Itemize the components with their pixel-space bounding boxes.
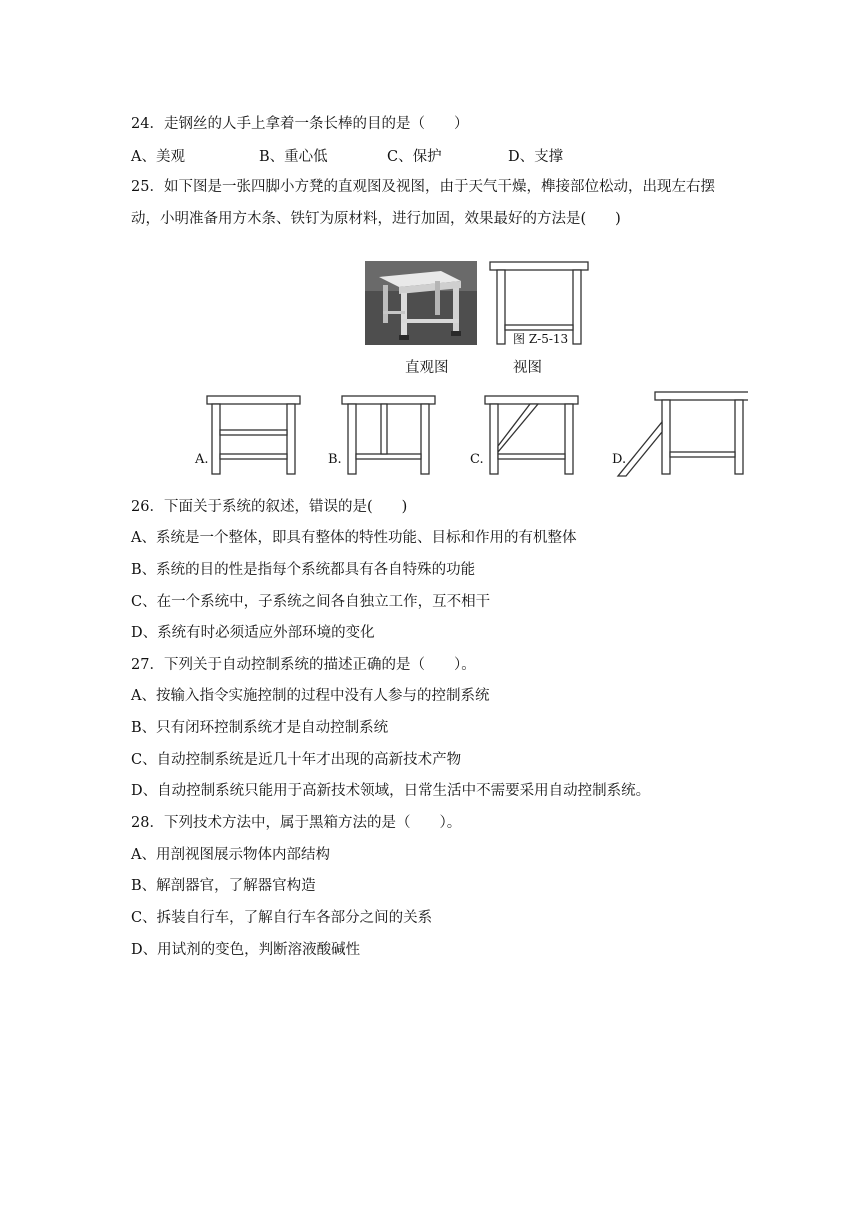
option-a-label: A. xyxy=(195,452,209,467)
q26-option-d: D、系统有时必须适应外部环境的变化 xyxy=(131,625,375,641)
view-caption: 视图 xyxy=(513,360,542,376)
question-25-stem-line2: 动，小明准备用方木条、铁钉为原材料，进行加固，效果最好的方法是( ) xyxy=(131,211,621,227)
question-27-stem: 27．下列关于自动控制系统的描述正确的是（ ）。 xyxy=(131,657,476,673)
question-28-stem: 28．下列技术方法中，属于黑箱方法的是（ ）。 xyxy=(131,815,462,831)
option-b-figure xyxy=(326,390,466,480)
q24-option-a: A、美观 xyxy=(131,149,185,165)
q28-option-a: A、用剖视图展示物体内部结构 xyxy=(131,847,330,863)
q26-option-b: B、系统的目的性是指每个系统都具有各自特殊的功能 xyxy=(131,562,476,578)
option-a-figure xyxy=(192,390,332,480)
q28-option-d: D、用试剂的变色，判断溶液酸碱性 xyxy=(131,942,361,958)
stool-photo xyxy=(365,261,477,345)
stool-view-drawing xyxy=(489,259,589,347)
option-c-figure xyxy=(468,390,608,480)
q28-option-b: B、解剖器官，了解器官构造 xyxy=(131,878,316,894)
option-c-label: C. xyxy=(470,452,484,467)
question-24-stem: 24．走钢丝的人手上拿着一条长棒的目的是（ ） xyxy=(131,116,469,132)
q24-option-d: D、支撑 xyxy=(508,149,564,165)
option-d-label: D. xyxy=(612,452,627,467)
question-24-options xyxy=(131,145,731,165)
option-d-figure xyxy=(608,390,748,480)
q27-option-c: C、自动控制系统是近几十年才出现的高新技术产物 xyxy=(131,752,462,768)
question-26-stem: 26．下面关于系统的叙述，错误的是( ) xyxy=(131,499,408,515)
q24-option-b: B、重心低 xyxy=(259,149,328,165)
q27-option-d: D、自动控制系统只能用于高新技术领域，日常生活中不需要采用自动控制系统。 xyxy=(131,783,651,799)
q27-option-b: B、只有闭环控制系统才是自动控制系统 xyxy=(131,720,389,736)
q28-option-c: C、拆装自行车，了解自行车各部分之间的关系 xyxy=(131,910,433,926)
q27-option-a: A、按输入指令实施控制的过程中没有人参与的控制系统 xyxy=(131,688,490,704)
photo-caption: 直观图 xyxy=(405,360,449,376)
q24-option-c: C、保护 xyxy=(387,149,442,165)
q26-option-c: C、在一个系统中，子系统之间各自独立工作，互不相干 xyxy=(131,594,491,610)
question-25-stem-line1: 25．如下图是一张四脚小方凳的直观图及视图，由于天气干燥，榫接部位松动，出现左右摆 xyxy=(131,179,715,195)
figure-label: 图 Z-5-13 xyxy=(513,332,569,346)
option-b-label: B. xyxy=(328,452,342,467)
q26-option-a: A、系统是一个整体，即具有整体的特性功能、目标和作用的有机整体 xyxy=(131,530,577,546)
